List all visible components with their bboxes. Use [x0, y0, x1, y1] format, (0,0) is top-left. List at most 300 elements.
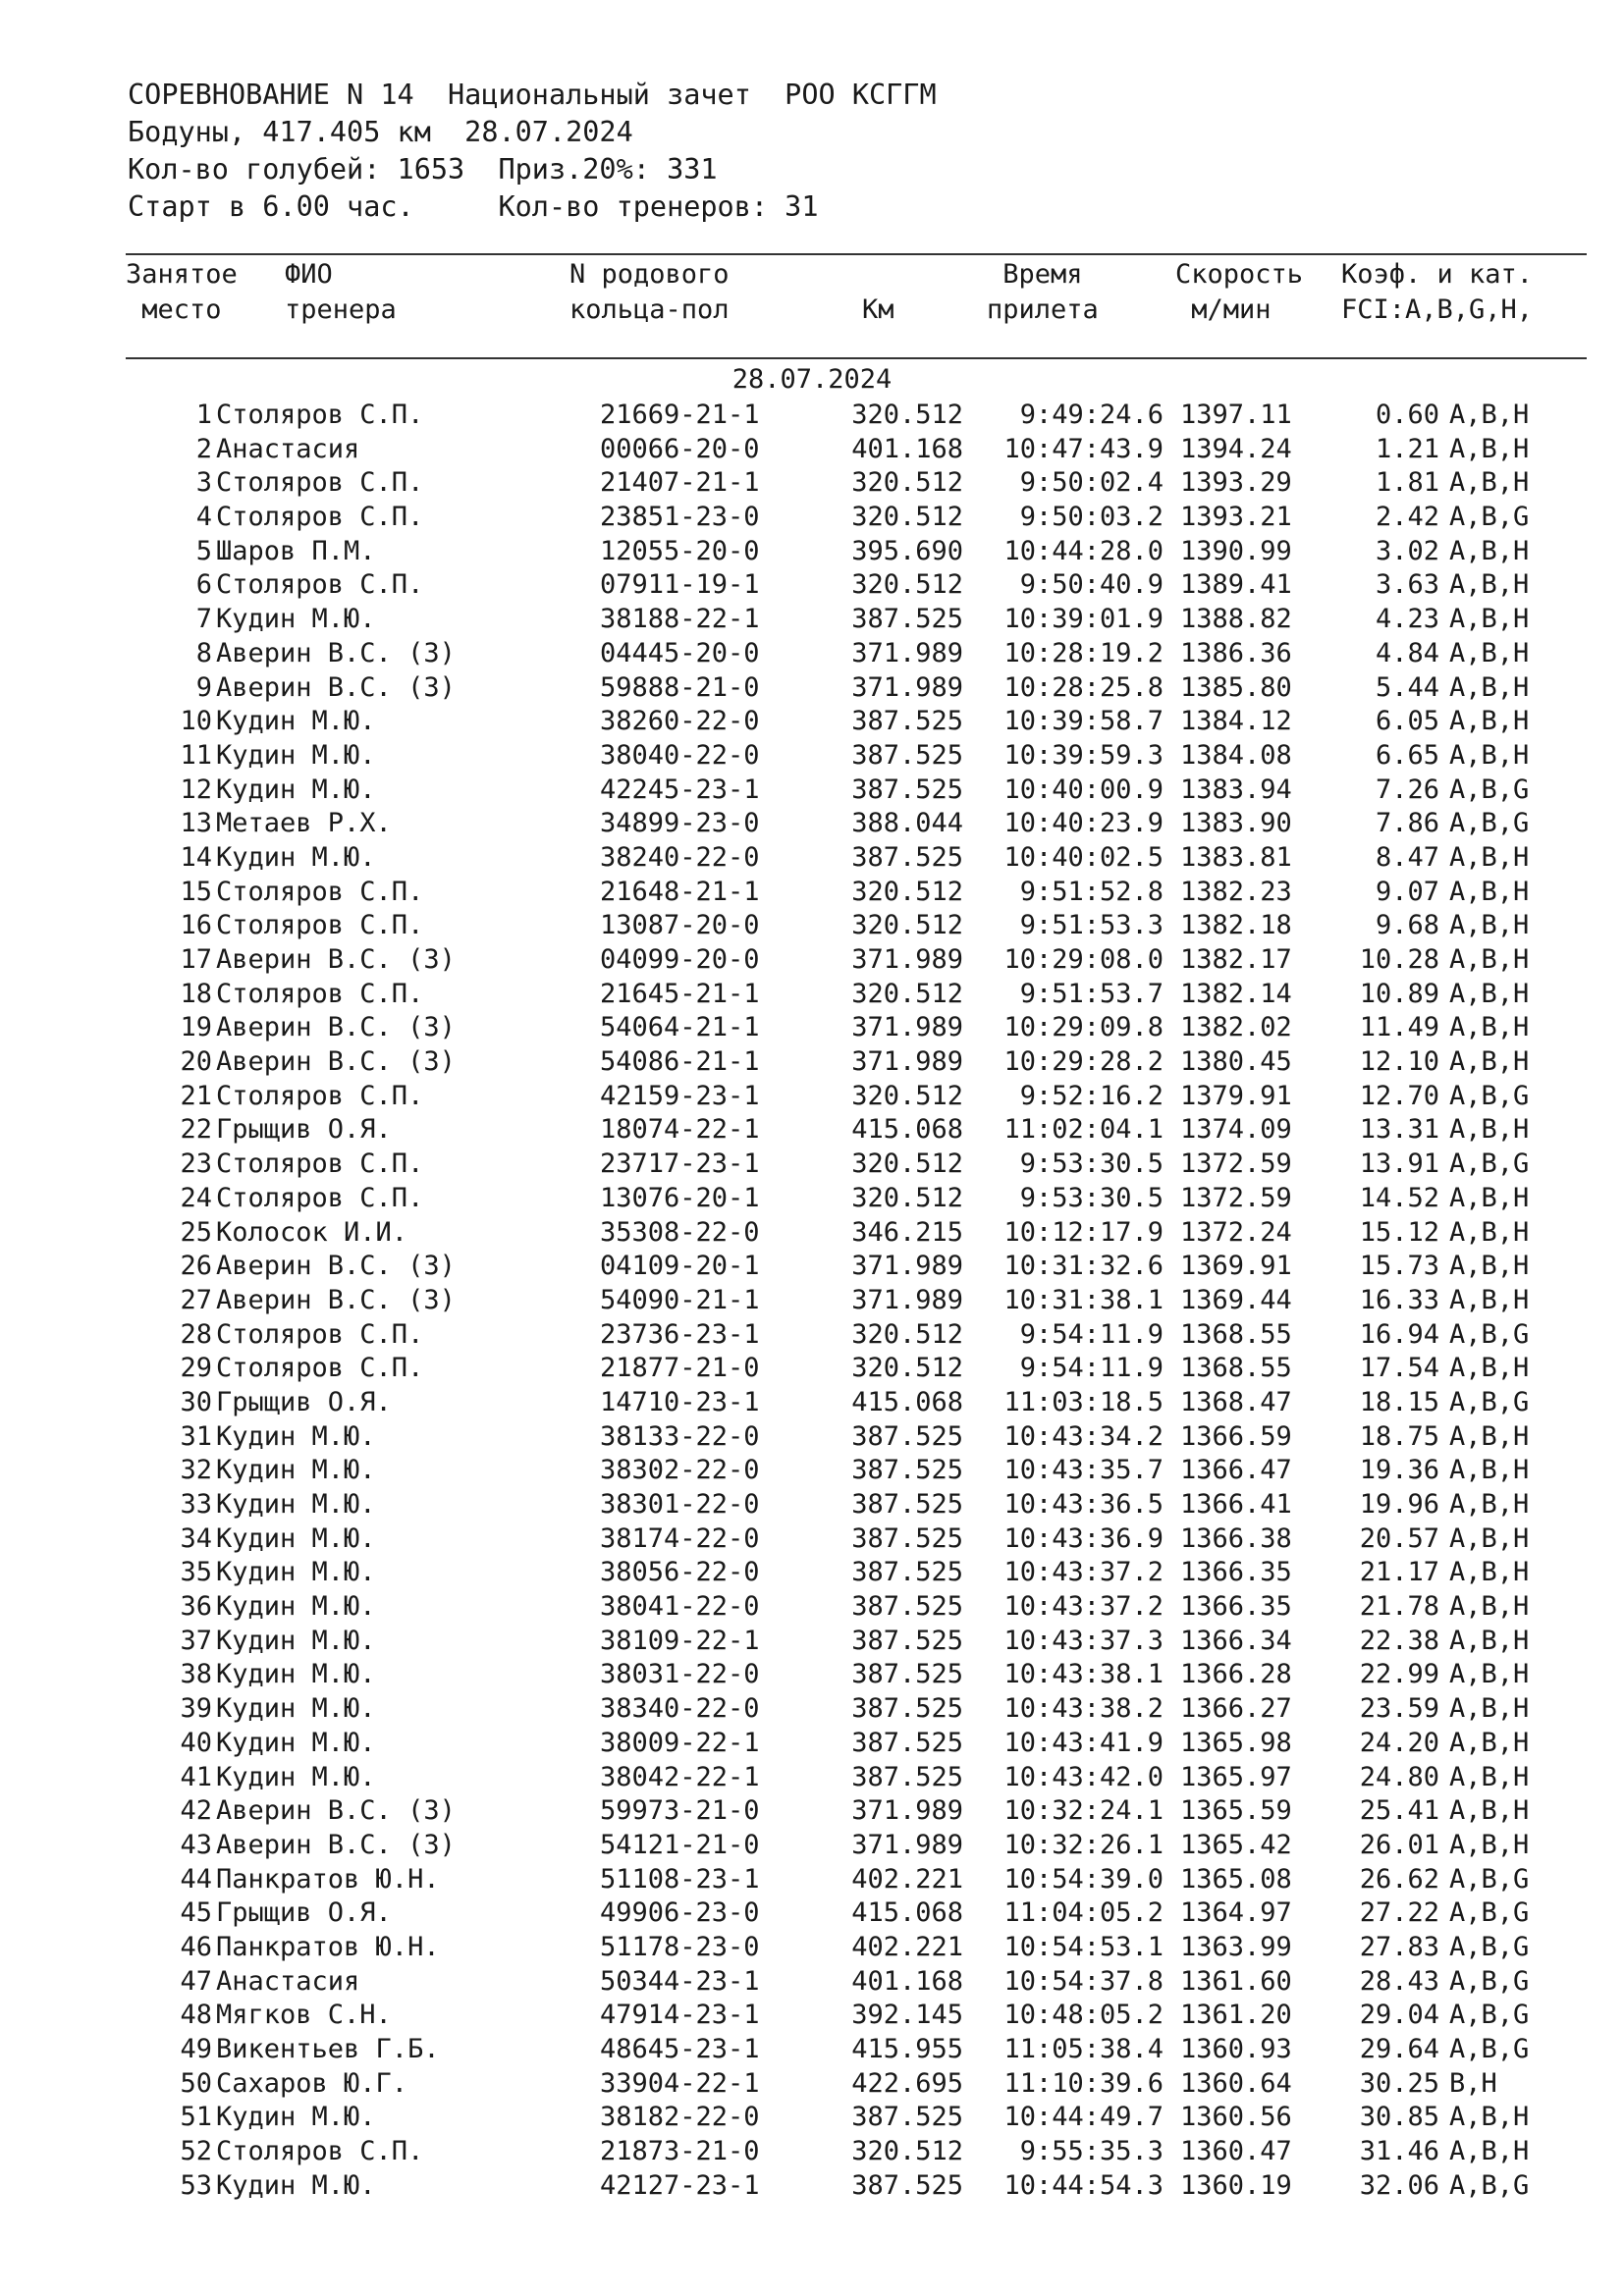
table-row	[0, 1794, 1624, 1829]
table-row	[0, 1658, 1624, 1692]
cell-time: 10:43:35.7	[1003, 1455, 1164, 1486]
cell-name: Столяров С.П.	[216, 569, 424, 601]
table-row	[0, 739, 1624, 774]
cell-time: 10:44:54.3	[1003, 2169, 1164, 2201]
cell-ring: 13087-20-0	[600, 910, 760, 941]
cell-coef: 0.60	[1375, 400, 1439, 430]
cell-speed: 1360.64	[1180, 2067, 1292, 2099]
cell-speed: 1394.24	[1180, 433, 1292, 464]
cell-name: Аверин В.С. (З)	[216, 1251, 456, 1282]
table-row	[0, 535, 1624, 569]
cell-coef: 25.41	[1359, 1795, 1439, 1827]
cell-time: 9:49:24.6	[1019, 400, 1164, 430]
cell-name: Аверин В.С. (З)	[216, 1046, 456, 1078]
cell-place: 18	[180, 978, 212, 1009]
cell-place: 31	[180, 1420, 212, 1452]
cell-ring: 38302-22-0	[600, 1455, 760, 1486]
cell-ring: 04099-20-0	[600, 944, 760, 975]
cell-cat: A,B,H	[1449, 1693, 1530, 1725]
cell-place: 36	[180, 1591, 212, 1623]
cell-name: Кудин М.Ю.	[216, 2169, 376, 2201]
cell-speed: 1366.47	[1180, 1455, 1292, 1486]
cell-time: 10:44:28.0	[1003, 535, 1164, 566]
cell-km: 387.525	[851, 1591, 963, 1623]
cell-coef: 21.17	[1359, 1557, 1439, 1588]
cell-place: 27	[180, 1284, 212, 1315]
cell-place: 53	[180, 2169, 212, 2201]
cell-km: 387.525	[851, 1489, 963, 1520]
cell-coef: 10.28	[1359, 944, 1439, 975]
cell-time: 10:54:37.8	[1003, 1965, 1164, 1997]
cell-ring: 04109-20-1	[600, 1251, 760, 1282]
cell-name: Столяров С.П.	[216, 1182, 424, 1213]
cell-ring: 18074-22-1	[600, 1114, 760, 1146]
cell-name: Кудин М.Ю.	[216, 1522, 376, 1554]
cell-ring: 38340-22-0	[600, 1693, 760, 1725]
cell-ring: 04445-20-0	[600, 637, 760, 668]
results-table	[0, 399, 1624, 2203]
cell-cat: A,B,H	[1449, 1727, 1530, 1758]
col-header-coef: Коэф. и кат. FCI:A,B,G,H,	[1341, 259, 1534, 325]
cell-coef: 15.12	[1359, 1216, 1439, 1248]
cell-cat: A,B,H	[1449, 876, 1530, 907]
cell-ring: 21877-21-0	[600, 1353, 760, 1384]
cell-place: 30	[180, 1386, 212, 1417]
table-row	[0, 978, 1624, 1012]
cell-place: 34	[180, 1522, 212, 1554]
cell-cat: A,B,H	[1449, 739, 1530, 771]
cell-km: 346.215	[851, 1216, 963, 1248]
cell-km: 371.989	[851, 1795, 963, 1827]
cell-time: 10:43:37.3	[1003, 1625, 1164, 1656]
table-row	[0, 1965, 1624, 2000]
cell-time: 10:40:00.9	[1003, 774, 1164, 805]
cell-km: 320.512	[851, 502, 963, 533]
cell-name: Кудин М.Ю.	[216, 1625, 376, 1656]
cell-km: 387.525	[851, 1727, 963, 1758]
cell-ring: 33904-22-1	[600, 2067, 760, 2099]
cell-speed: 1382.18	[1180, 910, 1292, 941]
cell-coef: 24.20	[1359, 1727, 1439, 1758]
cell-ring: 14710-23-1	[600, 1386, 760, 1417]
cell-km: 371.989	[851, 1046, 963, 1078]
cell-time: 11:02:04.1	[1003, 1114, 1164, 1146]
top-rule	[126, 253, 1587, 255]
cell-coef: 7.26	[1375, 774, 1439, 805]
cell-time: 10:28:19.2	[1003, 637, 1164, 668]
cell-time: 10:32:26.1	[1003, 1829, 1164, 1860]
cell-cat: A,B,G	[1449, 1965, 1530, 1997]
cell-cat: A,B,H	[1449, 535, 1530, 566]
cell-time: 11:10:39.6	[1003, 2067, 1164, 2099]
col-header-place: Занятое место	[126, 259, 238, 325]
table-row	[0, 1454, 1624, 1488]
cell-time: 9:51:53.3	[1019, 910, 1164, 941]
cell-place: 40	[180, 1727, 212, 1758]
cell-coef: 5.44	[1375, 671, 1439, 703]
cell-ring: 38040-22-0	[600, 739, 760, 771]
cell-name: Столяров С.П.	[216, 1353, 424, 1384]
cell-cat: A,B,G	[1449, 1931, 1530, 1962]
cell-time: 10:43:37.2	[1003, 1591, 1164, 1623]
cell-ring: 42159-23-1	[600, 1080, 760, 1111]
cell-cat: A,B,H	[1449, 1012, 1530, 1043]
cell-speed: 1384.08	[1180, 739, 1292, 771]
cell-speed: 1390.99	[1180, 535, 1292, 566]
cell-cat: A,B,H	[1449, 706, 1530, 737]
cell-place: 51	[180, 2102, 212, 2133]
cell-speed: 1382.23	[1180, 876, 1292, 907]
table-row	[0, 399, 1624, 433]
cell-ring: 38301-22-0	[600, 1489, 760, 1520]
cell-ring: 38031-22-0	[600, 1659, 760, 1690]
cell-coef: 29.64	[1359, 2034, 1439, 2064]
cell-km: 387.525	[851, 739, 963, 771]
cell-km: 371.989	[851, 1829, 963, 1860]
cell-coef: 20.57	[1359, 1522, 1439, 1554]
cell-cat: A,B,H	[1449, 569, 1530, 601]
cell-coef: 29.04	[1359, 2000, 1439, 2031]
cell-place: 49	[180, 2034, 212, 2064]
cell-cat: A,B,H	[1449, 1353, 1530, 1384]
cell-ring: 21669-21-1	[600, 400, 760, 430]
table-row	[0, 603, 1624, 637]
header-bottom-rule	[126, 357, 1587, 359]
cell-speed: 1363.99	[1180, 1931, 1292, 1962]
table-row	[0, 1727, 1624, 1761]
cell-km: 320.512	[851, 1080, 963, 1111]
table-row	[0, 501, 1624, 535]
cell-place: 21	[180, 1080, 212, 1111]
cell-coef: 27.22	[1359, 1897, 1439, 1929]
cell-name: Кудин М.Ю.	[216, 1420, 376, 1452]
cell-ring: 48645-23-1	[600, 2034, 760, 2064]
cell-coef: 23.59	[1359, 1693, 1439, 1725]
cell-place: 33	[180, 1489, 212, 1520]
table-row	[0, 1250, 1624, 1284]
cell-name: Кудин М.Ю.	[216, 1489, 376, 1520]
cell-name: Колосок И.И.	[216, 1216, 408, 1248]
cell-km: 320.512	[851, 1182, 963, 1213]
cell-cat: A,B,H	[1449, 1761, 1530, 1792]
table-row	[0, 1318, 1624, 1353]
cell-km: 320.512	[851, 1318, 963, 1350]
table-row	[0, 433, 1624, 467]
cell-name: Кудин М.Ю.	[216, 1659, 376, 1690]
cell-speed: 1382.02	[1180, 1012, 1292, 1043]
cell-coef: 6.05	[1375, 706, 1439, 737]
cell-coef: 6.65	[1375, 739, 1439, 771]
table-row	[0, 705, 1624, 739]
cell-cat: A,B,G	[1449, 1148, 1530, 1180]
cell-coef: 30.25	[1359, 2067, 1439, 2099]
cell-place: 8	[195, 637, 212, 668]
cell-name: Аверин В.С. (З)	[216, 1795, 456, 1827]
table-row	[0, 876, 1624, 910]
cell-cat: A,B,H	[1449, 1489, 1530, 1520]
cell-km: 415.068	[851, 1386, 963, 1417]
cell-time: 10:47:43.9	[1003, 433, 1164, 464]
cell-ring: 38260-22-0	[600, 706, 760, 737]
cell-speed: 1397.11	[1180, 400, 1292, 430]
cell-time: 10:43:42.0	[1003, 1761, 1164, 1792]
table-row	[0, 2033, 1624, 2067]
cell-speed: 1360.93	[1180, 2034, 1292, 2064]
cell-km: 371.989	[851, 637, 963, 668]
cell-km: 371.989	[851, 944, 963, 975]
cell-ring: 07911-19-1	[600, 569, 760, 601]
cell-speed: 1383.81	[1180, 841, 1292, 873]
cell-ring: 38042-22-1	[600, 1761, 760, 1792]
cell-km: 320.512	[851, 1148, 963, 1180]
cell-cat: A,B,H	[1449, 1795, 1530, 1827]
cell-ring: 21648-21-1	[600, 876, 760, 907]
cell-place: 41	[180, 1761, 212, 1792]
cell-speed: 1372.59	[1180, 1182, 1292, 1213]
cell-name: Столяров С.П.	[216, 1318, 424, 1350]
cell-place: 42	[180, 1795, 212, 1827]
cell-name: Кудин М.Ю.	[216, 739, 376, 771]
cell-coef: 32.06	[1359, 2169, 1439, 2201]
cell-coef: 22.38	[1359, 1625, 1439, 1656]
table-row	[0, 1829, 1624, 1863]
cell-time: 11:04:05.2	[1003, 1897, 1164, 1929]
cell-km: 402.221	[851, 1931, 963, 1962]
cell-cat: A,B,G	[1449, 1386, 1530, 1417]
cell-name: Кудин М.Ю.	[216, 604, 376, 635]
cell-cat: A,B,H	[1449, 978, 1530, 1009]
cell-cat: A,B,H	[1449, 637, 1530, 668]
cell-ring: 38182-22-0	[600, 2102, 760, 2133]
cell-coef: 3.63	[1375, 569, 1439, 601]
cell-cat: A,B,H	[1449, 1114, 1530, 1146]
cell-ring: 51178-23-0	[600, 1931, 760, 1962]
cell-place: 16	[180, 910, 212, 941]
cell-name: Столяров С.П.	[216, 467, 424, 499]
table-row	[0, 1931, 1624, 1965]
cell-coef: 18.15	[1359, 1386, 1439, 1417]
table-row	[0, 1352, 1624, 1386]
table-row	[0, 568, 1624, 603]
cell-km: 392.145	[851, 2000, 963, 2031]
cell-cat: A,B,H	[1449, 2102, 1530, 2133]
date-separator: 28.07.2024	[731, 364, 893, 395]
cell-km: 387.525	[851, 1693, 963, 1725]
cell-place: 29	[180, 1353, 212, 1384]
cell-ring: 38041-22-0	[600, 1591, 760, 1623]
table-row	[0, 1761, 1624, 1795]
cell-coef: 19.96	[1359, 1489, 1439, 1520]
cell-name: Аверин В.С. (З)	[216, 671, 456, 703]
cell-coef: 17.54	[1359, 1353, 1439, 1384]
cell-name: Аверин В.С. (З)	[216, 944, 456, 975]
cell-coef: 24.80	[1359, 1761, 1439, 1792]
cell-name: Грыщив О.Я.	[216, 1114, 392, 1146]
cell-time: 10:40:23.9	[1003, 808, 1164, 839]
cell-km: 387.525	[851, 1557, 963, 1588]
table-row	[0, 1284, 1624, 1318]
cell-time: 9:50:02.4	[1019, 467, 1164, 499]
cell-km: 387.525	[851, 2102, 963, 2133]
cell-km: 320.512	[851, 2136, 963, 2167]
cell-time: 10:43:38.2	[1003, 1693, 1164, 1725]
cell-cat: A,B,G	[1449, 1897, 1530, 1929]
cell-ring: 23736-23-1	[600, 1318, 760, 1350]
table-row	[0, 1556, 1624, 1590]
cell-cat: A,B,H	[1449, 1522, 1530, 1554]
cell-speed: 1361.60	[1180, 1965, 1292, 1997]
cell-coef: 21.78	[1359, 1591, 1439, 1623]
cell-speed: 1380.45	[1180, 1046, 1292, 1078]
cell-km: 395.690	[851, 535, 963, 566]
cell-place: 15	[180, 876, 212, 907]
cell-time: 9:52:16.2	[1019, 1080, 1164, 1111]
cell-km: 387.525	[851, 1659, 963, 1690]
cell-speed: 1365.08	[1180, 1863, 1292, 1895]
cell-speed: 1382.17	[1180, 944, 1292, 975]
cell-speed: 1366.59	[1180, 1420, 1292, 1452]
cell-time: 10:39:59.3	[1003, 739, 1164, 771]
cell-km: 387.525	[851, 774, 963, 805]
cell-name: Столяров С.П.	[216, 502, 424, 533]
cell-ring: 51108-23-1	[600, 1863, 760, 1895]
cell-time: 10:54:39.0	[1003, 1863, 1164, 1895]
table-row	[0, 671, 1624, 706]
cell-place: 13	[180, 808, 212, 839]
cell-place: 43	[180, 1829, 212, 1860]
col-header-km: Км	[862, 294, 894, 325]
cell-name: Кудин М.Ю.	[216, 706, 376, 737]
pigeon-count-line: Кол-во голубей: 1653 Приз.20%: 331	[128, 153, 718, 186]
cell-place: 38	[180, 1659, 212, 1690]
cell-time: 10:54:53.1	[1003, 1931, 1164, 1962]
cell-name: Аверин В.С. (З)	[216, 1829, 456, 1860]
cell-speed: 1366.38	[1180, 1522, 1292, 1554]
table-row	[0, 1999, 1624, 2033]
cell-coef: 9.07	[1375, 876, 1439, 907]
cell-speed: 1372.59	[1180, 1148, 1292, 1180]
cell-time: 9:50:03.2	[1019, 502, 1164, 533]
cell-speed: 1388.82	[1180, 604, 1292, 635]
table-row	[0, 1182, 1624, 1216]
cell-km: 387.525	[851, 604, 963, 635]
cell-coef: 28.43	[1359, 1965, 1439, 1997]
cell-km: 387.525	[851, 706, 963, 737]
cell-km: 415.955	[851, 2034, 963, 2064]
cell-place: 12	[180, 774, 212, 805]
cell-cat: A,B,G	[1449, 1080, 1530, 1111]
cell-coef: 14.52	[1359, 1182, 1439, 1213]
cell-km: 401.168	[851, 433, 963, 464]
cell-time: 10:29:28.2	[1003, 1046, 1164, 1078]
cell-speed: 1384.12	[1180, 706, 1292, 737]
cell-coef: 27.83	[1359, 1931, 1439, 1962]
cell-speed: 1366.28	[1180, 1659, 1292, 1690]
table-row	[0, 1148, 1624, 1182]
table-row	[0, 1590, 1624, 1625]
cell-name: Панкратов Ю.Н.	[216, 1931, 440, 1962]
cell-cat: A,B,H	[1449, 1216, 1530, 1248]
cell-cat: A,B,G	[1449, 2169, 1530, 2201]
cell-time: 9:54:11.9	[1019, 1353, 1164, 1384]
cell-ring: 38056-22-0	[600, 1557, 760, 1588]
table-row	[0, 807, 1624, 841]
cell-ring: 12055-20-0	[600, 535, 760, 566]
table-row	[0, 1488, 1624, 1522]
cell-speed: 1386.36	[1180, 637, 1292, 668]
col-header-name: ФИО тренера	[285, 259, 397, 325]
cell-time: 9:53:30.5	[1019, 1148, 1164, 1180]
table-row	[0, 1420, 1624, 1455]
cell-coef: 18.75	[1359, 1420, 1439, 1452]
cell-cat: A,B,H	[1449, 604, 1530, 635]
cell-ring: 54064-21-1	[600, 1012, 760, 1043]
col-header-time: Время прилета	[987, 259, 1099, 325]
cell-time: 9:51:52.8	[1019, 876, 1164, 907]
cell-km: 320.512	[851, 569, 963, 601]
col-header-ring: N родового кольца-пол	[569, 259, 730, 325]
cell-cat: A,B,H	[1449, 2136, 1530, 2167]
cell-speed: 1365.42	[1180, 1829, 1292, 1860]
cell-cat: A,B,H	[1449, 1659, 1530, 1690]
cell-place: 7	[195, 604, 212, 635]
cell-name: Кудин М.Ю.	[216, 1591, 376, 1623]
cell-time: 10:43:37.2	[1003, 1557, 1164, 1588]
cell-speed: 1365.97	[1180, 1761, 1292, 1792]
cell-coef: 1.21	[1375, 433, 1439, 464]
table-row	[0, 2067, 1624, 2102]
cell-coef: 10.89	[1359, 978, 1439, 1009]
cell-place: 45	[180, 1897, 212, 1929]
cell-speed: 1383.94	[1180, 774, 1292, 805]
cell-speed: 1361.20	[1180, 2000, 1292, 2031]
cell-name: Столяров С.П.	[216, 1080, 424, 1111]
cell-place: 39	[180, 1693, 212, 1725]
cell-time: 11:03:18.5	[1003, 1386, 1164, 1417]
cell-speed: 1366.35	[1180, 1591, 1292, 1623]
cell-name: Кудин М.Ю.	[216, 841, 376, 873]
cell-cat: A,B,H	[1449, 1182, 1530, 1213]
cell-cat: A,B,H	[1449, 1625, 1530, 1656]
cell-cat: A,B,G	[1449, 2034, 1530, 2064]
cell-coef: 16.33	[1359, 1284, 1439, 1315]
cell-ring: 21407-21-1	[600, 467, 760, 499]
cell-cat: A,B,G	[1449, 1318, 1530, 1350]
cell-ring: 38240-22-0	[600, 841, 760, 873]
cell-place: 37	[180, 1625, 212, 1656]
cell-coef: 4.84	[1375, 637, 1439, 668]
table-row	[0, 2101, 1624, 2135]
cell-place: 1	[195, 400, 212, 430]
cell-km: 387.525	[851, 1455, 963, 1486]
cell-km: 387.525	[851, 1522, 963, 1554]
cell-km: 371.989	[851, 1012, 963, 1043]
cell-place: 4	[195, 502, 212, 533]
cell-cat: A,B,H	[1449, 944, 1530, 975]
cell-place: 24	[180, 1182, 212, 1213]
cell-name: Кудин М.Ю.	[216, 1693, 376, 1725]
cell-cat: A,B,G	[1449, 774, 1530, 805]
cell-km: 387.525	[851, 1625, 963, 1656]
cell-speed: 1365.59	[1180, 1795, 1292, 1827]
cell-place: 20	[180, 1046, 212, 1078]
cell-place: 17	[180, 944, 212, 975]
cell-ring: 23851-23-0	[600, 502, 760, 533]
cell-coef: 8.47	[1375, 841, 1439, 873]
cell-time: 11:05:38.4	[1003, 2034, 1164, 2064]
cell-time: 10:43:36.5	[1003, 1489, 1164, 1520]
cell-km: 371.989	[851, 1251, 963, 1282]
